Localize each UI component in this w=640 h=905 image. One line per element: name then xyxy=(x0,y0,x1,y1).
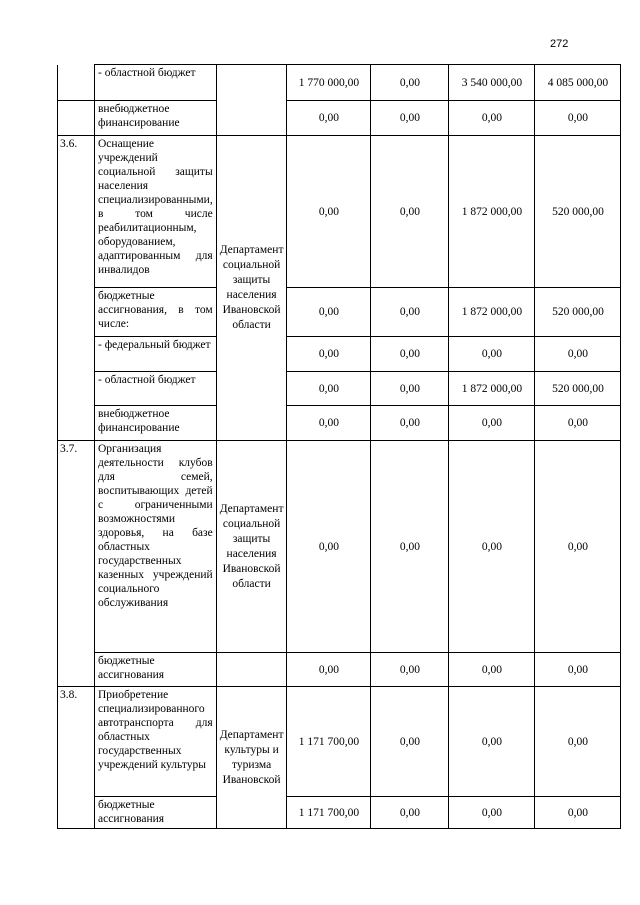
row-value: 0,00 xyxy=(287,372,371,406)
table-row xyxy=(58,653,621,687)
row-value: 0,00 xyxy=(371,441,449,653)
row-value: 0,00 xyxy=(371,406,449,441)
row-index xyxy=(58,101,95,136)
row-value: 0,00 xyxy=(535,441,621,653)
row-value: 0,00 xyxy=(287,136,371,288)
table-row xyxy=(58,372,621,406)
row-value: 0,00 xyxy=(535,687,621,797)
row-value: 0,00 xyxy=(449,441,535,653)
row-department xyxy=(216,653,287,687)
table-row xyxy=(58,288,621,337)
row-index xyxy=(58,65,95,101)
row-value: 0,00 xyxy=(287,337,371,372)
row-value: 0,00 xyxy=(287,441,371,653)
row-name: Оснащение учреждений социальной защиты населения специализированными, в том числе реабилитационным, оборудованием, адаптированным для инвалидов xyxy=(95,136,217,288)
row-value: 0,00 xyxy=(287,406,371,441)
table-row xyxy=(58,406,621,441)
row-name: бюджетные ассигнования xyxy=(95,797,217,829)
row-department: Департамент социальной защиты населения Ивановской области xyxy=(216,441,287,653)
row-value: 0,00 xyxy=(449,687,535,797)
table-row xyxy=(58,136,621,288)
row-name: - областной бюджет xyxy=(95,372,217,406)
row-value: 1 770 000,00 xyxy=(287,65,371,101)
row-value: 0,00 xyxy=(287,101,371,136)
row-value: 1 171 700,00 xyxy=(287,687,371,797)
row-value: 0,00 xyxy=(371,372,449,406)
row-value: 0,00 xyxy=(535,406,621,441)
row-value: 0,00 xyxy=(449,406,535,441)
row-name: Организация деятельности клубов для семей, воспитывающих детей с ограниченными возможностями здоровья, на базе областных государственных казенных учреждений социального обслуживания xyxy=(95,441,217,653)
row-name: - областной бюджет xyxy=(95,65,217,101)
table-row xyxy=(58,687,621,797)
row-value: 1 171 700,00 xyxy=(287,797,371,829)
row-department: Департамент социальной защиты населения Ивановской области xyxy=(216,136,287,441)
row-value: 0,00 xyxy=(371,65,449,101)
row-value: 0,00 xyxy=(449,101,535,136)
row-name: Приобретение специализированного автотранспорта для областных государственных учреждений культуры xyxy=(95,687,217,797)
table-row xyxy=(58,101,621,136)
table-row xyxy=(58,441,621,653)
row-value: 0,00 xyxy=(535,653,621,687)
row-value: 0,00 xyxy=(287,653,371,687)
row-value: 520 000,00 xyxy=(535,288,621,337)
row-value: 0,00 xyxy=(371,337,449,372)
row-value: 3 540 000,00 xyxy=(449,65,535,101)
row-value: 0,00 xyxy=(371,687,449,797)
row-value: 1 872 000,00 xyxy=(449,372,535,406)
row-name: - федеральный бюджет xyxy=(95,337,217,372)
row-value: 0,00 xyxy=(535,101,621,136)
row-value: 1 872 000,00 xyxy=(449,288,535,337)
row-index: 3.6. xyxy=(58,136,95,441)
row-value: 0,00 xyxy=(371,136,449,288)
row-value: 0,00 xyxy=(449,337,535,372)
row-value: 0,00 xyxy=(535,797,621,829)
row-name: бюджетные ассигнования xyxy=(95,653,217,687)
table-row xyxy=(58,65,621,101)
row-department: Департамент культуры и туризма Ивановской xyxy=(216,687,287,829)
row-value: 0,00 xyxy=(287,288,371,337)
row-value: 0,00 xyxy=(449,653,535,687)
row-value: 0,00 xyxy=(371,653,449,687)
row-index: 3.8. xyxy=(58,687,95,829)
page-number: 272 xyxy=(550,38,569,50)
row-name: бюджетные ассигнования, в том числе: xyxy=(95,288,217,337)
row-value: 520 000,00 xyxy=(535,372,621,406)
row-index: 3.7. xyxy=(58,441,95,687)
row-department xyxy=(216,65,287,136)
row-value: 0,00 xyxy=(449,797,535,829)
row-value: 0,00 xyxy=(371,288,449,337)
row-value: 0,00 xyxy=(535,337,621,372)
table-row xyxy=(58,797,621,829)
row-value: 4 085 000,00 xyxy=(535,65,621,101)
row-value: 1 872 000,00 xyxy=(449,136,535,288)
row-value: 0,00 xyxy=(371,101,449,136)
row-value: 0,00 xyxy=(371,797,449,829)
row-name: внебюджетное финансирование xyxy=(95,101,217,136)
row-name: внебюджетное финансирование xyxy=(95,406,217,441)
table-row xyxy=(58,337,621,372)
row-value: 520 000,00 xyxy=(535,136,621,288)
budget-table xyxy=(57,64,621,829)
